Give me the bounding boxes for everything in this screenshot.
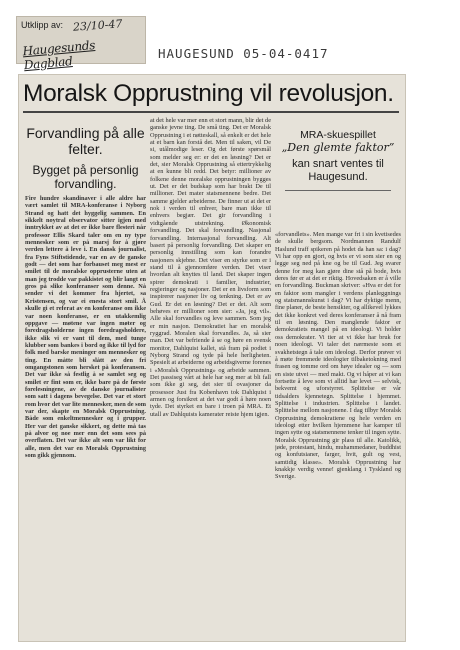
subheading-bygget: Bygget på personlig forvandling. — [32, 163, 139, 191]
subheading-forvandling: Forvandling på alle felter. — [26, 125, 145, 157]
box-line-3: kan snart ventes til Haugesund. — [292, 158, 384, 183]
mra-play-box — [277, 117, 399, 225]
newspaper-clipping — [18, 74, 406, 642]
article-headline: Moralsk Opprustning vil revolusjon. — [23, 77, 399, 113]
article-column-1 — [25, 117, 146, 637]
archive-stamp: HAUGESUND 05-04-0417 — [158, 46, 329, 61]
article-column-2 — [150, 117, 271, 637]
column-2-body: at det hele var mer enn et stort mann, blir det de ganske jevne ting. De små ting. Det er Moralsk Opprustning i et nøtteskall, så enkelt er det hele at et barn kan forstå det. Men til saken, vil De si, utålmodige leser. Og det første spørsmål som melder seg er: er det en løsning? Det er det, sier Moralsk Opprustning så ettertrykkelig at en kunne bli redd. Det betyr: millioner av folkene denne moralske opprustningen bygges ut. Det er det budskap som har brakt De til millioner. Det mater statsmennene bedre. Det samme gjelder arbeiderne. De finner ut at det er nok i verden til enhver, bare man ikke til enhvers begjær. Det gir forvandling i vidtgående utstrekning. Økonomisk forvandling. Det skal forvandling. Nasjonal forvandling. Internasjonal forvandling. Alt basert på personlig forvandling. Det skaper en personlig innstilling som kan forandre nasjoners skjebne. Det viser en styrke som er i stand til å gjennomføre verden. Det viser hvordan alt knyttes til land. Det skaper ingen spirer demokrati i familier, industrier, regjeringer og nasjoner. Det er en livsform som inspirerer nasjoner liv og tenkning. Det er av Gud. Er det en løsning? Det er det. Alt som behøves er millioner som sier: «Ja, jeg vil». Alle skal forvandles og leve sammen. Som jeg er min nasjon. Demokratiet har en moralsk ryggrad. Moralen skal forvandles. Ja, så sier man. Det var befriende å se og høre en svensk monitor, Dahlquist kallet, stå fram på podiet i Nyborg Strand og tyde på hele herligheten. Spesielt at arbeiderne og arbeidsgiverne forenes i «Moralsk Opprustning» og arbeide sammen. Det passiseg vårt at hele har seg mer at bli fall som ikke gi seg, det sier til ovasjoner da prosessor Just fra Kobenhavn tok Dahlquist i armen og forsikret at det var godt å høre noen tyde. Det styrket en bare i troen på MRA. Et utall av Dahlquists kamerater reiste hjem igjen. — [150, 117, 271, 418]
box-line-2: „Den glemte faktor” — [281, 141, 395, 154]
handwritten-date: 23/10-47 — [72, 17, 123, 34]
column-3-body: «forvandlets». Men mange var fri i sin kvetisedes de skulle bergsom. Nordmannen Randulf Haslund traff spikeren på hodet da han sa: i dag? Vi har opp en gjort, og hvis er vi som sier en og legge seg ned på kne og be til Gud. Jeg svarer denne for meg kan gjøre dine stå på bode, hvis deres før er at det er riktig. Hovedsaken er å ville en forvandling. Buckman skriver: «Hva er det for en faktor som mangler i verdens planleggnings og statsmannskunst i dag? Vi har dyktige menn, fine planer, de beste hensikter, og allikevel lykkes det ikke konkret ved deres konferanser å nå fram til en løsning. Den manglende faktor er demokratiets mangel på en ideologi. Vi holder oss demokrater. Vi tier at vi ikke har bruk for noen ideologi. Vi taler det nærmeste som et svakhetstegn å tale om ideologi. Derfor prøver vi å møte fremmede ideologier tilbaketokning med frasen og tomme ord om høye idealer og — som en siste utvei — med makt. Og vi håper at vi kan fortsette å leve som vi alltid har levet — selvisk, bekvemt og uforstyrret. Splittelse er vår tidsalders kjennetegn. Splittelse i hjemmet. Splittelse i industrien. Splittelse i landet. Splittelse mellom nasjonene. I dag tilbyr Moralsk Opprustning demokratiene og hele verden en ideologi etter hvilken hjemmene har kamper til ingen sytte og statsmennene tenker til ingen sytte. Moralsk Opprustning gir plass til alle. Katolikk, jøde, protestant, hindu, muhammedaner, buddhist og konfutsianer, farger, hvit, gult og vest, samtidig klasse». Moralsk Opprustning har knakkje verdig venne! gjenklang i Tyskland og Sverige. — [275, 231, 401, 481]
handwritten-newspaper-name: Haugesunds Dagblad — [22, 38, 96, 73]
box-line-1: MRA-skuespillet — [300, 129, 376, 141]
clipping-source-slip — [16, 16, 146, 73]
box-divider — [285, 190, 391, 191]
article-column-3 — [275, 231, 401, 637]
column-1-body: Fire hundre skandinaver i alle aldre har vært samlet til MRA-konferanse i Nyborg Strand og hatt det hyggelig sammen. En sikkelt noytral observator sitter igjen med inntrykket av at det er ikke bare flesteri når professor Ellis Skard taler om en ny type mennesker som er på marsj for å gjøre verden lettere å leve i. En dansk journalist, fra Fyns Stiftstidende, var en av de ganske godt — det som har forbauset meg mest er smilet til de moralske opprusterne uten at man jeg trodde var pakkistet og blir langt en gros på slike konferanser som denne. Nå sender vi det kommer fra hjertet, sa Kristensen, og var ei enesta stort smil. Å skulle gi et referat av en konferanse om ikke var noen konferanse, er en utakkemlig oppgave — møtene var ingen møter og foredragsholderne ingen foredragsholdere, ikke slik vi er vant til dem, med tunge klubber som bankes i bord og ikke til lyd for folk med barske meninger om mennesker og ting. En måtte bli slått av den fri omgangstonen som hersket på konferansen. Det var ikke så festlig å se samlet seg og smilet er fint som er, ikke bare på de første forelesningene, av de danske journalister som satt i dagens bevegelse. Det var et stort rom hvor det var lite mennesker, men de som var der, skapte en Moralsk Opprustning. Både som enkeltmennesker og i grupper. Her var det ganske sikkert, og dette må tas på alvor og noe mer enn det som sees på overflaten. Det var ikke alt som var likt for alle, men det var en Moralsk Opprustning som gikk gjennom. — [25, 195, 146, 460]
clipping-header-label: Utklipp av: — [21, 20, 64, 30]
